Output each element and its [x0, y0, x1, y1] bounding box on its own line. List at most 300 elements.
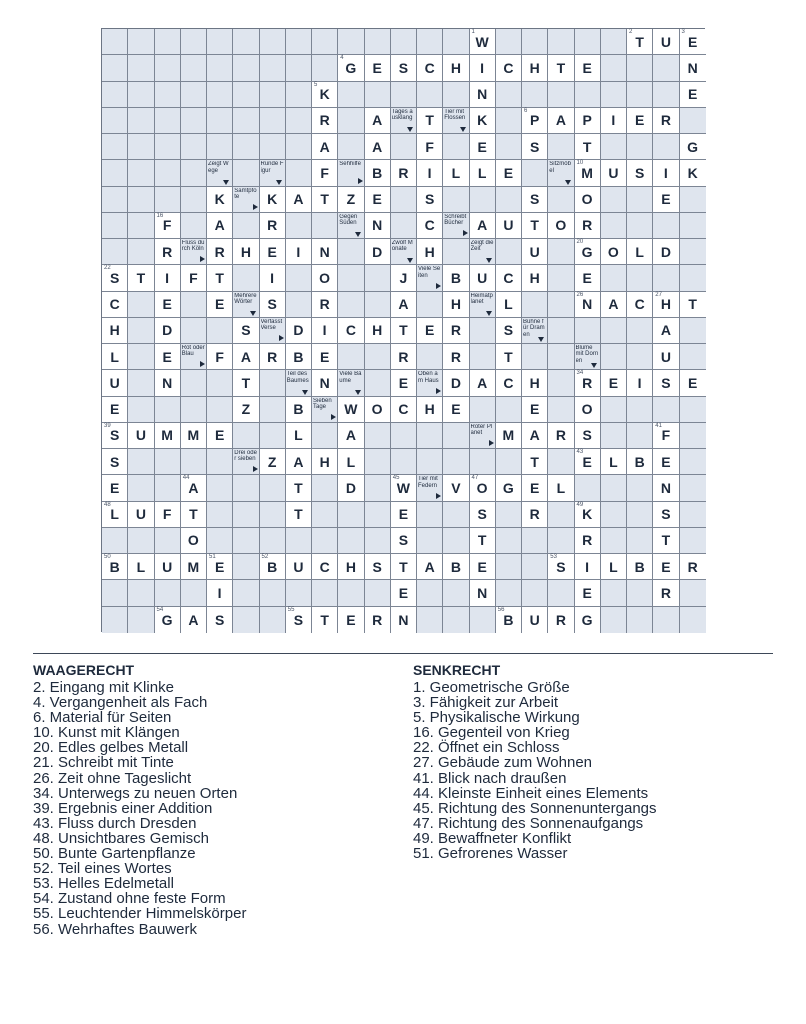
blank-cell — [181, 397, 207, 423]
cell-letter: R — [450, 348, 461, 365]
cell-letter: G — [581, 611, 593, 628]
blank-cell — [365, 370, 391, 396]
letter-cell — [312, 449, 338, 475]
cell-letter: E — [477, 138, 487, 155]
letter-cell — [417, 318, 443, 344]
cell-letter: C — [109, 296, 120, 313]
cell-letter: T — [294, 479, 303, 496]
letter-cell — [417, 213, 443, 239]
letter-cell — [522, 370, 548, 396]
letter-cell — [155, 344, 181, 370]
blank-cell — [391, 187, 417, 213]
cell-letter: T — [530, 217, 539, 234]
letter-cell — [365, 108, 391, 134]
blank-cell — [391, 82, 417, 108]
clue-item: 1. Geometrische Größe — [413, 679, 570, 696]
clue-number: 44 — [182, 475, 190, 482]
clue-cell — [575, 344, 601, 370]
blank-cell — [155, 187, 181, 213]
cell-letter: W — [475, 33, 489, 50]
cell-letter: R — [319, 112, 330, 129]
arrow-down-icon — [407, 258, 413, 263]
blank-cell — [338, 82, 364, 108]
letter-cell — [338, 554, 364, 580]
clue-item: 3. Fähigkeit zur Arbeit — [413, 694, 559, 712]
cell-letter: E — [398, 374, 409, 391]
blank-cell — [102, 213, 128, 239]
arrow-right-icon — [200, 361, 205, 367]
blank-cell — [260, 82, 286, 108]
letter-cell — [470, 528, 496, 554]
letter-cell — [338, 55, 364, 81]
blank-cell — [627, 607, 653, 633]
cell-letter: T — [320, 611, 329, 628]
cell-letter: L — [504, 296, 513, 313]
blank-cell — [496, 239, 522, 265]
cell-letter: Z — [346, 191, 356, 208]
clue-cell — [443, 213, 469, 239]
blank-cell — [260, 370, 286, 396]
cell-letter: T — [582, 138, 592, 155]
blank-cell — [365, 265, 391, 291]
blank-cell — [233, 29, 259, 55]
blank-cell — [443, 134, 469, 160]
blank-cell — [627, 265, 653, 291]
blank-cell — [627, 82, 653, 108]
blank-cell — [680, 108, 706, 134]
clue-cell — [260, 160, 286, 186]
blank-cell — [417, 29, 443, 55]
clue-cell — [338, 213, 364, 239]
inline-clue: Tier mit Flossen — [444, 108, 466, 122]
cell-letter: E — [661, 191, 671, 208]
across-clues — [33, 662, 246, 937]
blank-cell — [102, 55, 128, 81]
clue-item: 50. Bunte Gartenpflanze — [33, 845, 196, 863]
letter-cell — [155, 370, 181, 396]
letter-cell — [286, 187, 312, 213]
letter-cell — [207, 554, 233, 580]
blank-cell — [128, 108, 154, 134]
cell-letter: U — [135, 427, 146, 444]
letter-cell — [653, 554, 679, 580]
arrow-down-icon — [486, 311, 492, 316]
cell-letter: S — [661, 374, 671, 391]
clue-item: 2. Eingang mit Klinke — [33, 679, 174, 696]
blank-cell — [627, 187, 653, 213]
blank-cell — [181, 29, 207, 55]
blank-cell — [286, 292, 312, 318]
cell-letter: A — [529, 427, 540, 444]
letter-cell — [128, 554, 154, 580]
blank-cell — [548, 29, 574, 55]
letter-cell — [181, 475, 207, 501]
blank-cell — [391, 134, 417, 160]
cell-letter: H — [109, 322, 120, 339]
letter-cell — [181, 607, 207, 633]
letter-cell — [575, 607, 601, 633]
cell-letter: M — [161, 427, 173, 444]
letter-cell — [548, 554, 574, 580]
cell-letter: E — [529, 401, 540, 418]
blank-cell — [338, 528, 364, 554]
clue-number: 49 — [576, 501, 584, 508]
letter-cell — [102, 449, 128, 475]
blank-cell — [312, 29, 338, 55]
cell-letter: G — [345, 59, 357, 76]
clue-cell — [233, 449, 259, 475]
cell-letter: T — [399, 558, 408, 575]
blank-cell — [233, 423, 259, 449]
blank-cell — [522, 29, 548, 55]
cell-letter: S — [661, 506, 671, 523]
blank-cell — [128, 580, 154, 606]
cell-letter: F — [425, 138, 434, 155]
letter-cell — [522, 475, 548, 501]
letter-cell — [575, 265, 601, 291]
letter-cell — [496, 423, 522, 449]
letter-cell — [233, 397, 259, 423]
letter-cell — [522, 239, 548, 265]
letter-cell — [102, 502, 128, 528]
cell-letter: A — [345, 427, 356, 444]
letter-cell — [680, 82, 706, 108]
letter-cell — [522, 607, 548, 633]
clue-item: 26. Zeit ohne Tageslicht — [33, 769, 192, 787]
blank-cell — [548, 502, 574, 528]
cell-letter: R — [582, 374, 593, 391]
cell-letter: A — [293, 191, 304, 208]
letter-cell — [102, 475, 128, 501]
cell-letter: N — [477, 86, 488, 103]
letter-cell — [653, 528, 679, 554]
cell-letter: A — [188, 611, 199, 628]
cell-letter: I — [322, 322, 327, 339]
blank-cell — [575, 318, 601, 344]
blank-cell — [181, 160, 207, 186]
cell-letter: R — [398, 348, 409, 365]
letter-cell — [470, 265, 496, 291]
blank-cell — [653, 265, 679, 291]
letter-cell — [575, 134, 601, 160]
inline-clue: Drei oder sieben — [234, 450, 257, 463]
letter-cell — [312, 344, 338, 370]
blank-cell — [627, 475, 653, 501]
letter-cell — [522, 55, 548, 81]
clue-cell — [417, 475, 443, 501]
blank-cell — [548, 239, 574, 265]
blank-cell — [365, 423, 391, 449]
letter-cell — [260, 554, 286, 580]
letter-cell — [312, 160, 338, 186]
cell-letter: T — [425, 112, 434, 129]
clue-cell — [417, 370, 443, 396]
arrow-down-icon — [591, 363, 597, 368]
blank-cell — [391, 423, 417, 449]
blank-cell — [286, 29, 312, 55]
letter-cell — [391, 397, 417, 423]
blank-cell — [522, 528, 548, 554]
letter-cell — [365, 134, 391, 160]
cell-letter: N — [687, 59, 698, 76]
blank-cell — [417, 528, 443, 554]
letter-cell — [233, 344, 259, 370]
letter-cell — [680, 134, 706, 160]
blank-cell — [286, 160, 312, 186]
cell-letter: E — [214, 427, 225, 444]
cell-letter: A — [477, 374, 488, 391]
blank-cell — [338, 108, 364, 134]
blank-cell — [286, 265, 312, 291]
letter-cell — [233, 370, 259, 396]
blank-cell — [575, 29, 601, 55]
cell-letter: T — [241, 374, 251, 391]
cell-letter: K — [214, 191, 225, 208]
cell-letter: R — [450, 322, 461, 339]
blank-cell — [365, 29, 391, 55]
blank-cell — [128, 239, 154, 265]
clue-number: 45 — [392, 475, 400, 482]
clue-item: 34. Unterwegs zu neuen Orten — [33, 784, 238, 802]
blank-cell — [680, 265, 706, 291]
cell-letter: D — [450, 374, 461, 391]
down-clues — [413, 662, 657, 861]
blank-cell — [207, 449, 233, 475]
letter-cell — [575, 213, 601, 239]
letter-cell — [653, 580, 679, 606]
clue-cell — [181, 239, 207, 265]
cell-letter: E — [582, 453, 592, 470]
blank-cell — [181, 82, 207, 108]
blank-cell — [391, 449, 417, 475]
cell-letter: I — [611, 112, 616, 129]
clue-number: 34 — [576, 370, 584, 377]
blank-cell — [680, 528, 706, 554]
cell-letter: S — [109, 453, 120, 470]
cell-letter: B — [293, 401, 304, 418]
letter-cell — [338, 318, 364, 344]
blank-cell — [443, 580, 469, 606]
cell-letter: R — [660, 112, 671, 129]
letter-cell — [496, 607, 522, 633]
cell-letter: F — [215, 348, 224, 365]
letter-cell — [312, 370, 338, 396]
blank-cell — [496, 134, 522, 160]
blank-cell — [207, 55, 233, 81]
cell-letter: I — [637, 374, 642, 391]
blank-cell — [128, 55, 154, 81]
blank-cell — [417, 449, 443, 475]
cell-letter: T — [504, 348, 513, 365]
blank-cell — [260, 423, 286, 449]
cell-letter: C — [398, 401, 409, 418]
letter-cell — [575, 292, 601, 318]
letter-cell — [653, 318, 679, 344]
blank-cell — [548, 318, 574, 344]
clue-number: 47 — [471, 475, 479, 482]
clue-cell — [417, 265, 443, 291]
arrow-down-icon — [302, 390, 308, 395]
letter-cell — [443, 370, 469, 396]
cell-letter: S — [398, 532, 409, 549]
letter-cell — [286, 239, 312, 265]
cell-letter: C — [503, 59, 514, 76]
inline-clue: Zwölf Monate — [391, 240, 413, 253]
blank-cell — [417, 607, 443, 633]
arrow-down-icon — [355, 232, 361, 237]
letter-cell — [155, 423, 181, 449]
letter-cell — [155, 213, 181, 239]
arrow-right-icon — [253, 466, 258, 472]
blank-cell — [496, 29, 522, 55]
blank-cell — [653, 397, 679, 423]
letter-cell — [680, 370, 706, 396]
letter-cell — [575, 449, 601, 475]
blank-cell — [470, 449, 496, 475]
cell-letter: L — [609, 453, 618, 470]
inline-clue: Roter Planet — [470, 423, 493, 437]
letter-cell — [522, 265, 548, 291]
blank-cell — [128, 397, 154, 423]
letter-cell — [627, 29, 653, 55]
clue-number: 10 — [576, 160, 584, 167]
blank-cell — [470, 607, 496, 633]
blank-cell — [522, 580, 548, 606]
inline-clue: Blume mit Dornen — [575, 345, 599, 364]
letter-cell — [391, 55, 417, 81]
blank-cell — [260, 528, 286, 554]
blank-cell — [155, 108, 181, 134]
cell-letter: C — [319, 558, 330, 575]
blank-cell — [417, 580, 443, 606]
letter-cell — [653, 187, 679, 213]
cell-letter: E — [687, 86, 698, 103]
cell-letter: U — [529, 243, 540, 260]
cell-letter: S — [529, 138, 540, 155]
letter-cell — [548, 475, 574, 501]
cell-letter: L — [136, 558, 146, 575]
blank-cell — [312, 475, 338, 501]
cell-letter: R — [214, 243, 225, 260]
blank-cell — [233, 607, 259, 633]
inline-clue: Fluss durch Köln — [181, 240, 205, 253]
cell-letter: T — [635, 33, 644, 50]
clue-cell — [470, 239, 496, 265]
blank-cell — [443, 607, 469, 633]
letter-cell — [522, 423, 548, 449]
blank-cell — [286, 580, 312, 606]
blank-cell — [680, 502, 706, 528]
cell-letter: R — [687, 558, 698, 575]
letter-cell — [627, 292, 653, 318]
letter-cell — [207, 580, 233, 606]
blank-cell — [548, 344, 574, 370]
cell-letter: R — [267, 348, 278, 365]
blank-cell — [102, 607, 128, 633]
cell-letter: U — [529, 611, 540, 628]
blank-cell — [365, 449, 391, 475]
letter-cell — [601, 108, 627, 134]
letter-cell — [207, 239, 233, 265]
letter-cell — [443, 344, 469, 370]
blank-cell — [627, 502, 653, 528]
blank-cell — [391, 213, 417, 239]
cell-letter: A — [660, 322, 671, 339]
cell-letter: N — [582, 296, 593, 313]
cell-letter: S — [503, 322, 514, 339]
letter-cell — [522, 134, 548, 160]
blank-cell — [102, 134, 128, 160]
blank-cell — [260, 607, 286, 633]
blank-cell — [233, 134, 259, 160]
letter-cell — [365, 213, 391, 239]
blank-cell — [470, 344, 496, 370]
cell-letter: Z — [241, 401, 251, 418]
letter-cell — [391, 370, 417, 396]
letter-cell — [102, 265, 128, 291]
blank-cell — [155, 55, 181, 81]
clue-number: 20 — [576, 239, 584, 245]
cell-letter: E — [661, 453, 671, 470]
letter-cell — [522, 213, 548, 239]
clue-item: 39. Ergebnis einer Addition — [33, 799, 213, 817]
blank-cell — [128, 160, 154, 186]
letter-cell — [496, 318, 522, 344]
clue-number: 55 — [287, 606, 295, 613]
cell-letter: N — [372, 217, 383, 234]
clue-item: 22. Öffnet ein Schloss — [413, 739, 560, 757]
blank-cell — [286, 82, 312, 108]
cell-letter: N — [660, 479, 671, 496]
blank-cell — [155, 160, 181, 186]
blank-cell — [233, 108, 259, 134]
blank-cell — [312, 423, 338, 449]
letter-cell — [653, 239, 679, 265]
blank-cell — [365, 502, 391, 528]
inline-clue: Tages ausklang — [391, 108, 413, 122]
letter-cell — [260, 213, 286, 239]
letter-cell — [470, 213, 496, 239]
letter-cell — [338, 475, 364, 501]
blank-cell — [312, 502, 338, 528]
letter-cell — [128, 502, 154, 528]
cell-letter: R — [319, 296, 330, 313]
blank-cell — [627, 528, 653, 554]
cell-letter: T — [688, 296, 697, 313]
blank-cell — [102, 160, 128, 186]
letter-cell — [128, 423, 154, 449]
blank-cell — [365, 475, 391, 501]
blank-cell — [181, 318, 207, 344]
cell-letter: T — [189, 506, 198, 523]
letter-cell — [627, 108, 653, 134]
blank-cell — [680, 318, 706, 344]
letter-cell — [680, 29, 706, 55]
cell-letter: M — [187, 558, 200, 575]
blank-cell — [496, 187, 522, 213]
clue-number: 5 — [314, 81, 318, 88]
cell-letter: U — [660, 33, 671, 50]
cell-letter: E — [608, 374, 619, 391]
cell-letter: R — [582, 532, 593, 549]
arrow-right-icon — [331, 414, 336, 420]
blank-cell — [601, 607, 627, 633]
cell-letter: F — [162, 217, 172, 234]
blank-cell — [601, 502, 627, 528]
clue-item: 47. Richtung des Sonnenaufgangs — [413, 814, 644, 832]
letter-cell — [470, 475, 496, 501]
blank-cell — [128, 449, 154, 475]
